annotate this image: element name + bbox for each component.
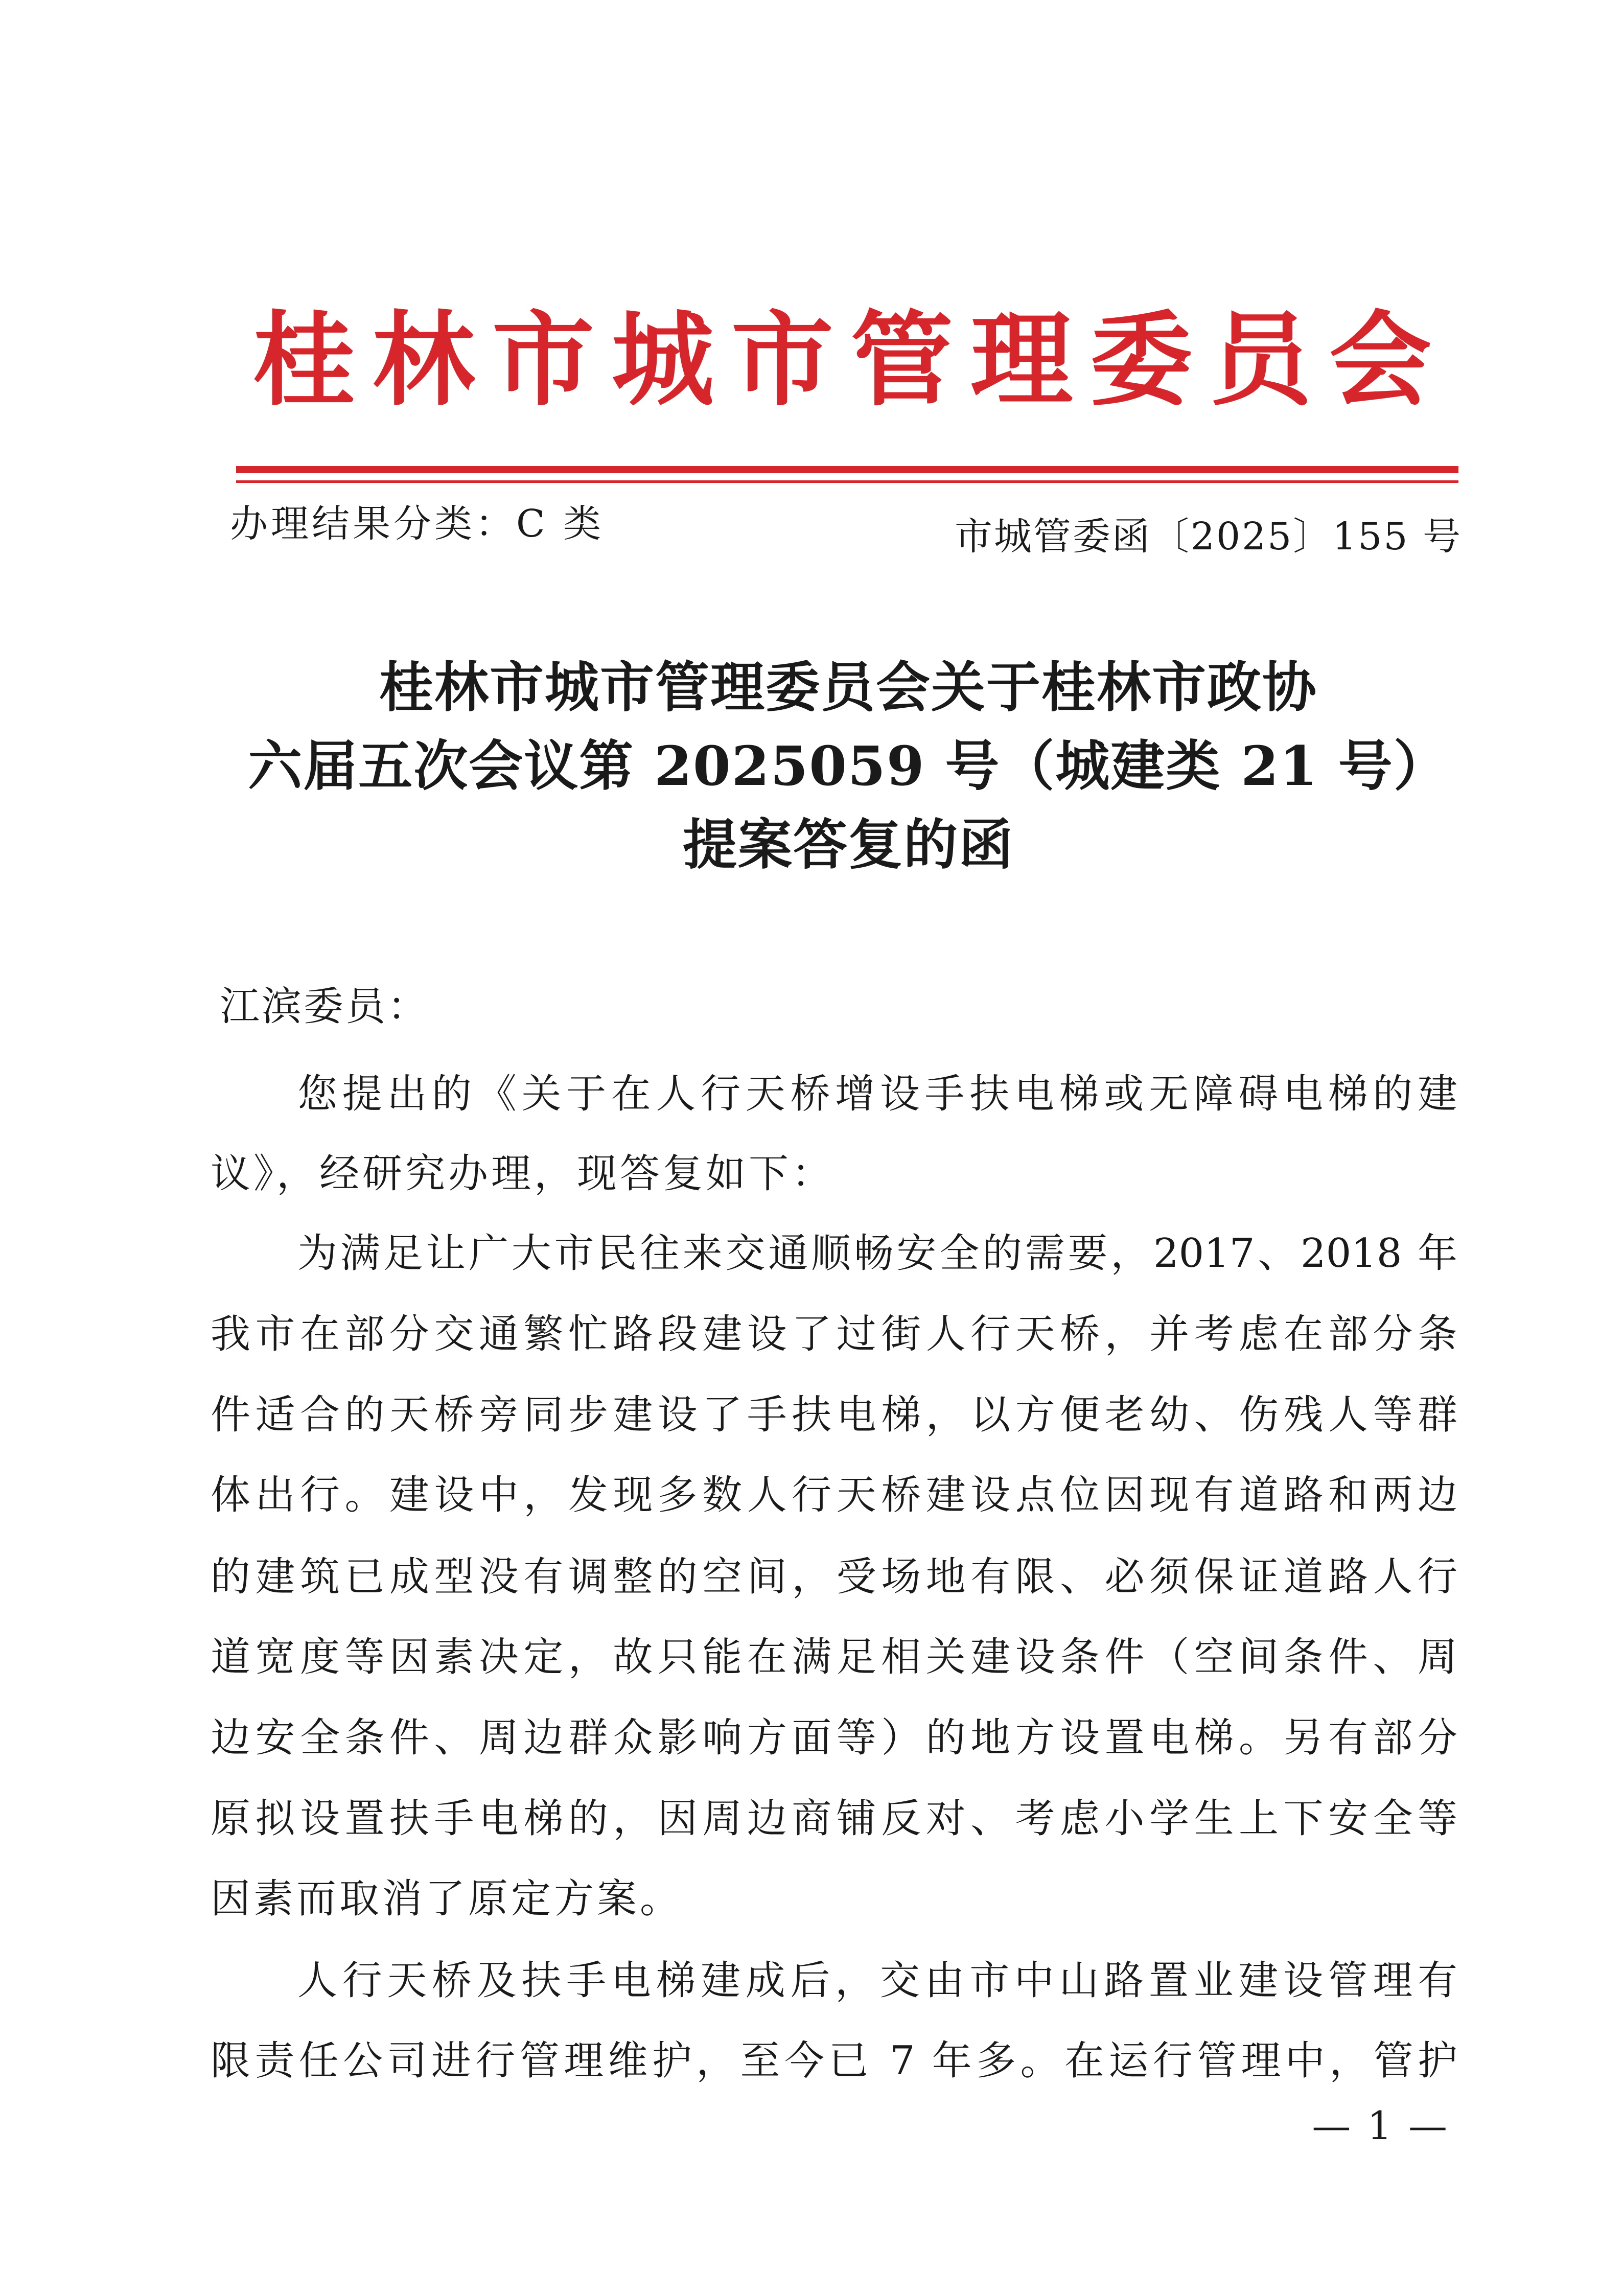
body-line: 边安全条件、周边群众影响方面等）的地方设置电梯。另有部分: [211, 1715, 1457, 1761]
body-line: 限责任公司进行管理维护，至今已 7 年多。在运行管理中，管护: [211, 2038, 1457, 2084]
page-number: — 1 —: [1312, 2103, 1449, 2148]
body-line: 您提出的《关于在人行天桥增设手扶电梯或无障碍电梯的建: [297, 1071, 1457, 1117]
body-line: 议》，经研究办理，现答复如下：: [211, 1151, 835, 1197]
body-line: 我市在部分交通繁忙路段建设了过街人行天桥，并考虑在部分条: [211, 1311, 1457, 1357]
body-line: 道宽度等因素决定，故只能在满足相关建设条件（空间条件、周: [211, 1634, 1457, 1680]
body-line: 为满足让广大市民往来交通顺畅安全的需要，2017、2018 年: [297, 1231, 1457, 1277]
document-number: 市城管委函〔2025〕155 号: [954, 515, 1462, 559]
red-divider-thin: [236, 480, 1458, 483]
body-line: 原拟设置扶手电梯的，因周边商铺反对、考虑小学生上下安全等: [211, 1796, 1457, 1842]
body-line: 体出行。建设中，发现多数人行天桥建设点位因现有道路和两边: [211, 1472, 1457, 1518]
red-divider-thick: [236, 466, 1458, 473]
title-line: 提案答复的函: [683, 813, 1014, 876]
title-line: 桂林市城市管理委员会关于桂林市政协: [379, 655, 1317, 719]
body-line: 人行天桥及扶手电梯建成后，交由市中山路置业建设管理有: [297, 1958, 1457, 2004]
body-line: 件适合的天桥旁同步建设了手扶电梯，以方便老幼、伤残人等群: [211, 1392, 1457, 1438]
result-classification: 办理结果分类：C 类: [230, 502, 605, 546]
document-title: [215, 648, 1482, 884]
body-line: 的建筑已成型没有调整的空间，受场地有限、必须保证道路人行: [211, 1554, 1457, 1600]
title-line: 六届五次会议第 2025059 号（城建类 21 号）: [248, 734, 1449, 798]
org-header: 桂林市城市管理委员会: [252, 300, 1449, 420]
body-line: 因素而取消了原定方案。: [211, 1876, 683, 1922]
salutation: 江滨委员：: [220, 984, 430, 1030]
